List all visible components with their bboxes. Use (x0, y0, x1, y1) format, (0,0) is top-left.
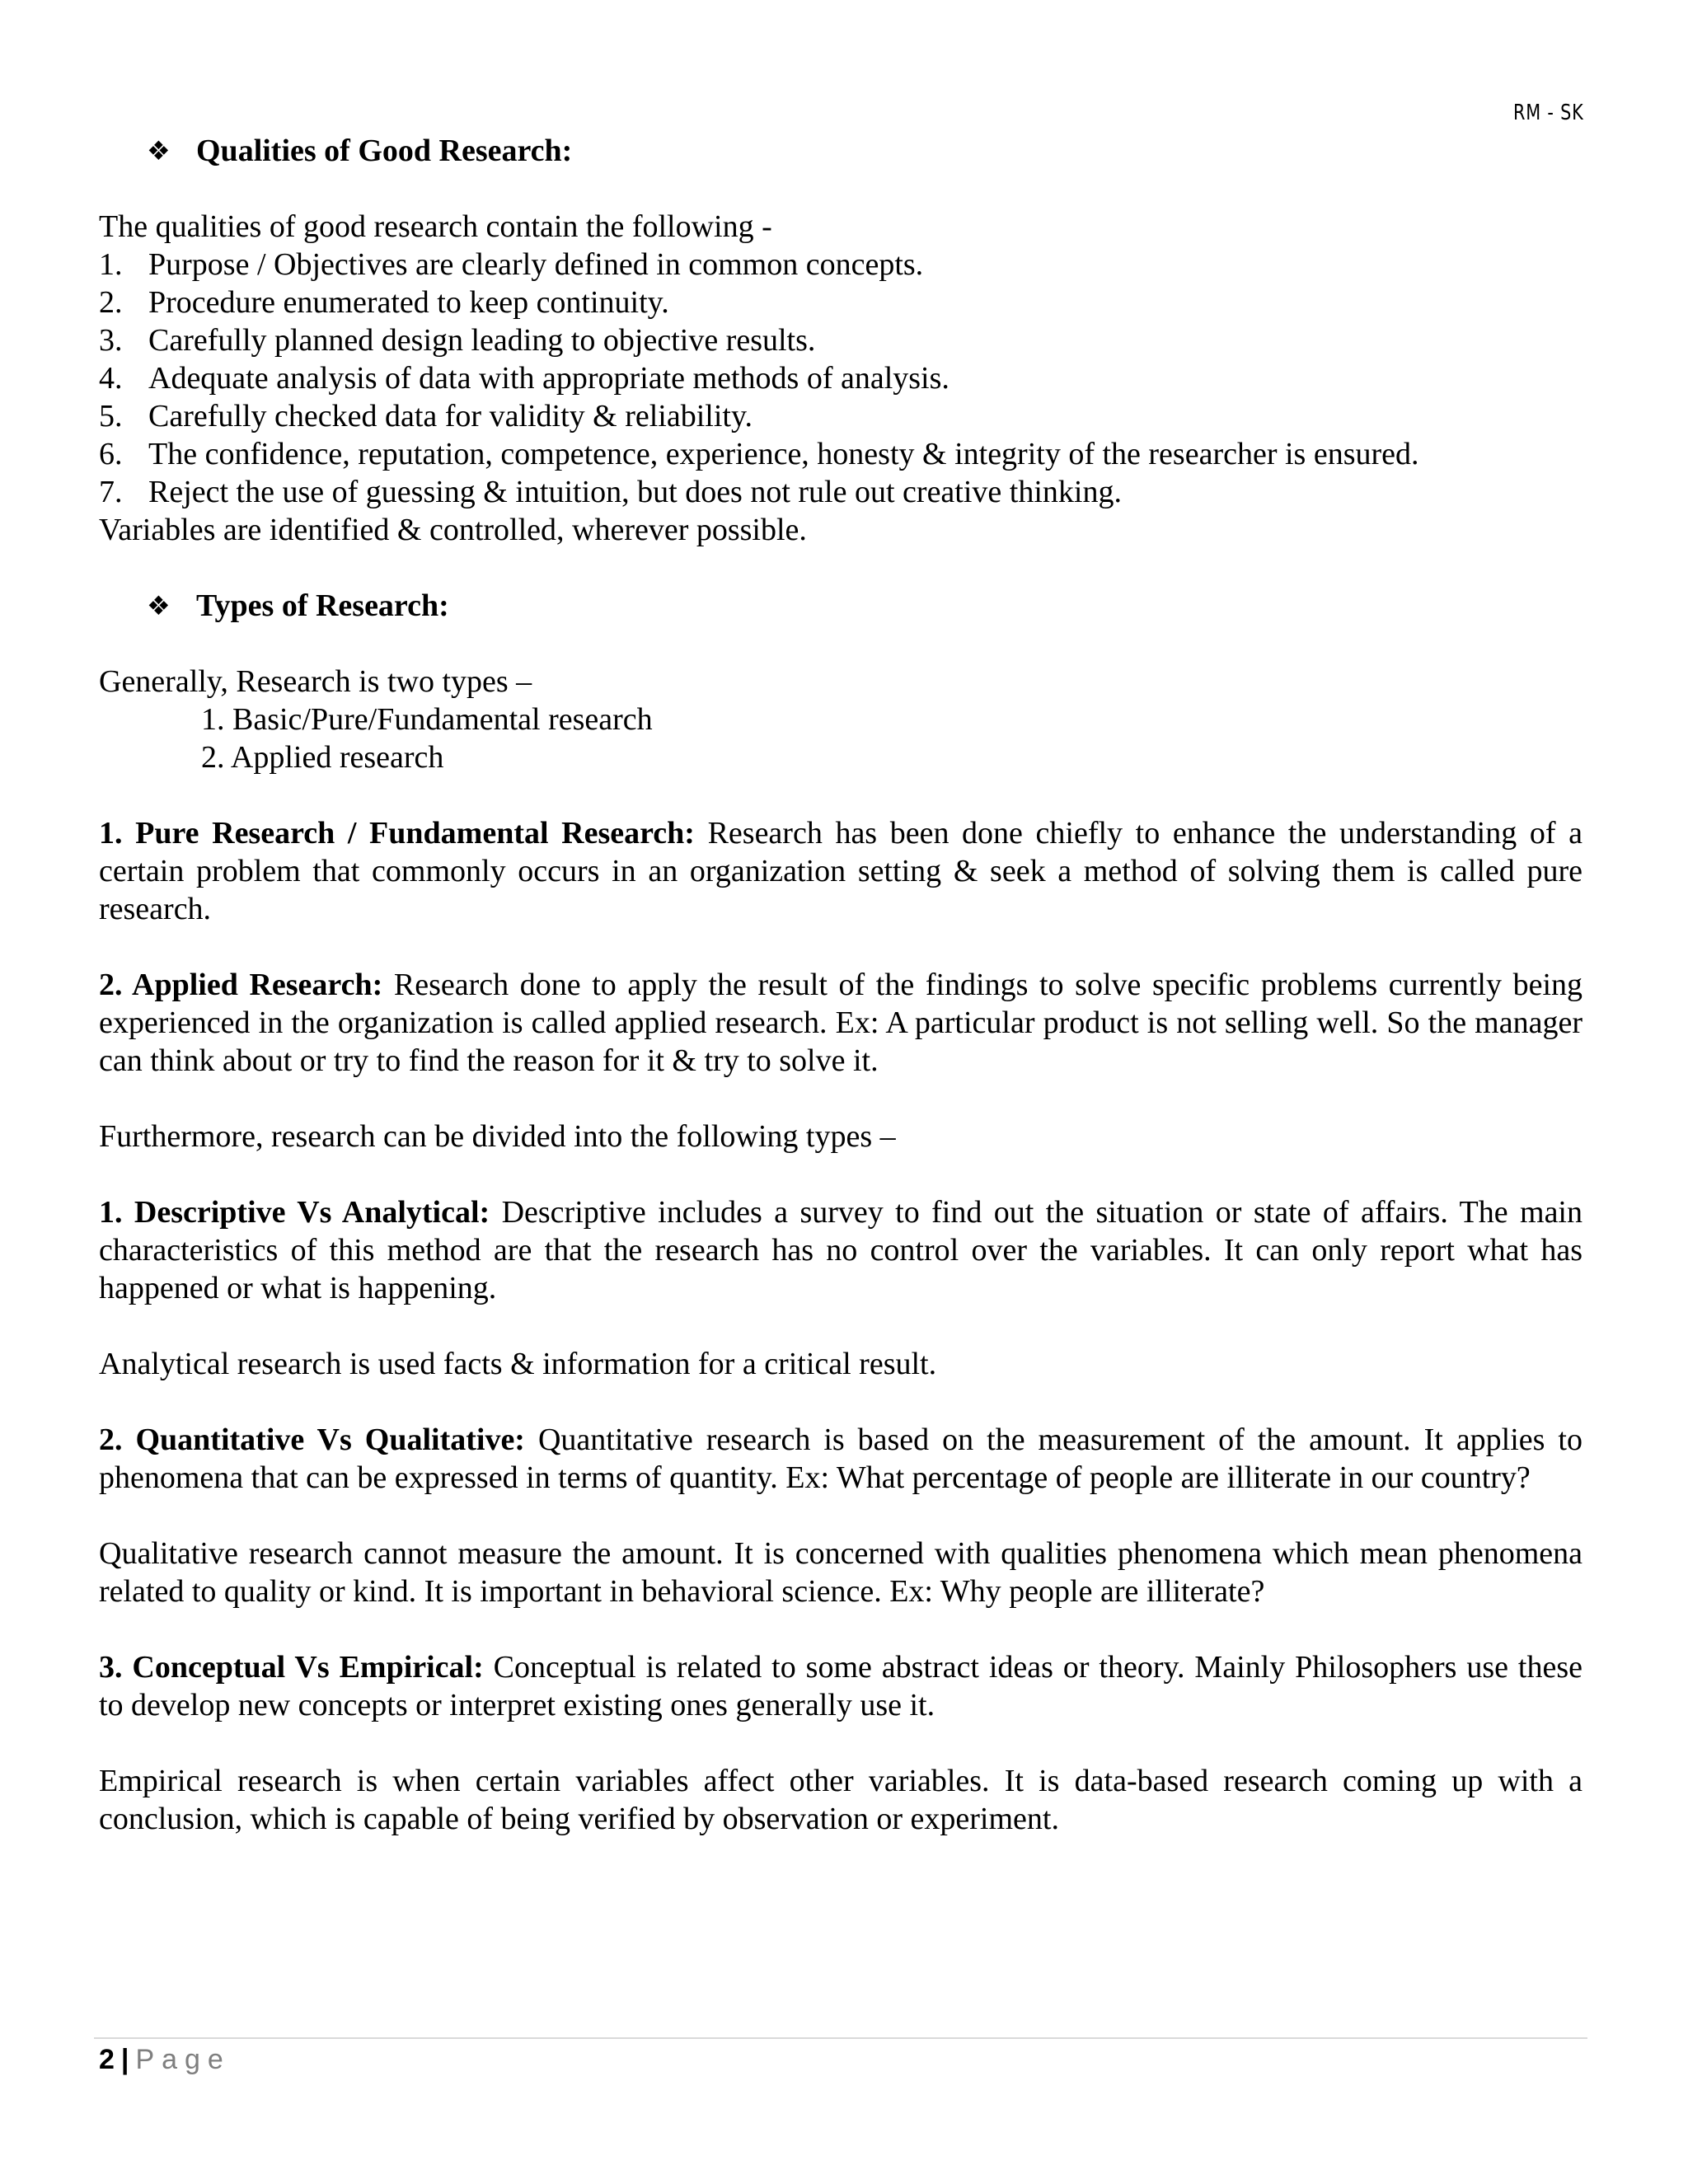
page-footer (99, 2044, 231, 2076)
analytical-paragraph: Analytical research is used facts & information for a critical result. (99, 1347, 937, 1381)
footer-divider (94, 2037, 1587, 2039)
qualities-heading (147, 130, 1582, 171)
list-item: 1. Basic/Pure/Fundamental research (201, 702, 653, 737)
qualities-intro: The qualities of good research contain the following - (99, 209, 772, 244)
qualitative-paragraph: Qualitative research cannot measure the amount. It is concerned with qualities phenomena which mean phenomena related to quality or kind. It is important in behavioral science. Ex: Why people are illiterate? (99, 1536, 1582, 1609)
types-intro: Generally, Research is two types – (99, 664, 532, 699)
quantitative-paragraph: 2. Quantitative Vs Qualitative: Quantitative research is based on the measurement of the amount. It applies to phenomena that can be expressed in terms of quantity. Ex: What percentage of people are illiterate in our country? (99, 1422, 1582, 1495)
types-heading-text: Types of Research: (196, 588, 449, 623)
further-types-intro: Furthermore, research can be divided into the following types – (99, 1119, 896, 1154)
list-item: 4. Adequate analysis of data with appropriate methods of analysis. (99, 361, 950, 396)
header-code: RM - SK (1513, 101, 1584, 125)
applied-research-paragraph: 2. Applied Research: Research done to apply the result of the findings to solve specific problems currently being experienced in the organization is called applied research. Ex: A particular product is not selling well. So the manager can think about or try to find the reason for it & try to solve it. (99, 968, 1583, 1078)
diamond-bullet-icon: ❖ (147, 136, 171, 166)
qualities-list (99, 246, 1582, 511)
list-item: 1. Purpose / Objectives are clearly defined in common concepts. (99, 247, 924, 282)
diamond-bullet-icon: ❖ (147, 591, 171, 621)
types-list (99, 701, 1582, 776)
page-number: 2 (99, 2044, 115, 2075)
conceptual-paragraph: 3. Conceptual Vs Empirical: Conceptual is related to some abstract ideas or theory. Mainly Philosophers use these to develop new concepts or interpret existing ones generally use it. (99, 1650, 1582, 1722)
qualities-heading-text: Qualities of Good Research: (196, 134, 573, 168)
footer-separator: | (120, 2044, 129, 2075)
applied-research-label: 2. Applied Research: (99, 968, 383, 1002)
list-item: 7. Reject the use of guessing & intuition, but does not rule out creative thinking. (99, 475, 1122, 509)
page-content (99, 130, 1582, 1838)
empirical-paragraph: Empirical research is when certain variables affect other variables. It is data-based research coming up with a conclusion, which is capable of being verified by observation or experiment. (99, 1764, 1582, 1836)
list-item: 3. Carefully planned design leading to objective results. (99, 323, 816, 358)
list-item: 2. Procedure enumerated to keep continuity. (99, 285, 669, 320)
pure-research-label: 1. Pure Research / Fundamental Research: (99, 816, 695, 851)
conceptual-label: 3. Conceptual Vs Empirical: (99, 1650, 484, 1685)
qualities-closing: Variables are identified & controlled, wherever possible. (99, 513, 807, 547)
page-label: Page (135, 2044, 231, 2075)
descriptive-label: 1. Descriptive Vs Analytical: (99, 1195, 490, 1230)
list-item: 5. Carefully checked data for validity & reliability. (99, 399, 753, 434)
list-item: 6. The confidence, reputation, competence, experience, honesty & integrity of the researcher is ensured. (99, 437, 1419, 471)
descriptive-paragraph: 1. Descriptive Vs Analytical: Descriptive includes a survey to find out the situation or state of affairs. The main characteristics of this method are that the research has no control over the variables. It can only report what has happened or what is happening. (99, 1195, 1582, 1305)
types-heading (147, 585, 1582, 626)
pure-research-paragraph: 1. Pure Research / Fundamental Research: Research has been done chiefly to enhance the understanding of a certain problem that commonly occurs in an organization setting & seek a method of solving them is called pure research. (99, 816, 1582, 926)
list-item: 2. Applied research (201, 740, 444, 775)
quantitative-label: 2. Quantitative Vs Qualitative: (99, 1422, 525, 1457)
